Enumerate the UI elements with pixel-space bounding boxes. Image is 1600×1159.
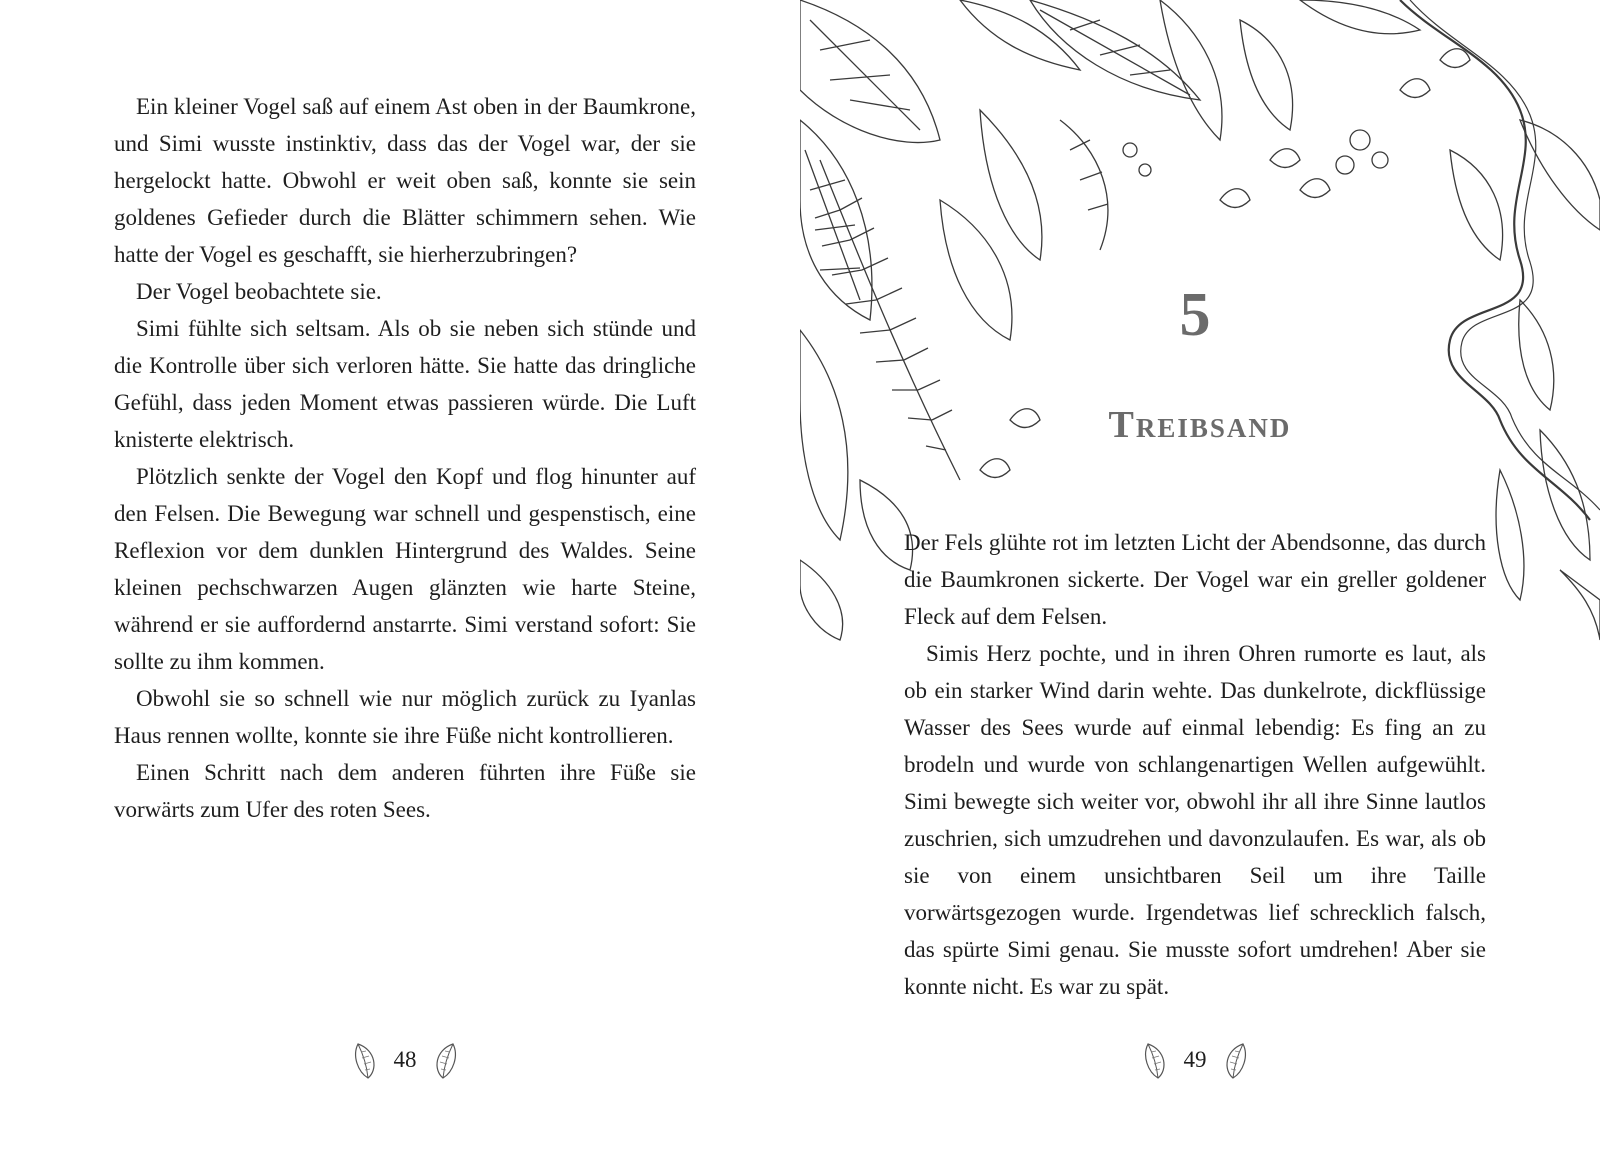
- left-page-text: [114, 88, 696, 828]
- paragraph: Simi fühlte sich seltsam. Als ob sie neben sich stünde und die Kontrolle über sich verloren hätte. Sie hatte das dringliche Gefühl, dass jeden Moment etwas passieren würde. Die Luft knisterte elektrisch.: [114, 316, 696, 452]
- paragraph: Einen Schritt nach dem anderen führten ihre Füße sie vorwärts zum Ufer des roten Sees.: [114, 760, 696, 822]
- page-number-right: [1130, 1040, 1260, 1080]
- leaf-icon: [1142, 1040, 1170, 1080]
- chapter-number: 5: [1179, 281, 1211, 349]
- leaf-icon: [352, 1040, 380, 1080]
- paragraph: Plötzlich senkte der Vogel den Kopf und flog hinunter auf den Felsen. Die Bewegung war schnell und gespenstisch, eine Reflexion vor dem dunklen Hintergrund des Waldes. Seine kleinen pechschwarzen Augen glänzten wie harte Steine, während er sie auffordernd anstarrte. Simi verstand sofort: Sie sollte zu ihm kommen.: [114, 464, 696, 674]
- paragraph: Obwohl sie so schnell wie nur möglich zurück zu Iyanlas Haus rennen wollte, konnte sie ihre Füße nicht kontrollieren.: [114, 686, 696, 748]
- paragraph: Ein kleiner Vogel saß auf einem Ast oben in der Baumkrone, und Simi wusste instinktiv, dass das der Vogel war, der sie hergelockt hatte. Obwohl er weit oben saß, konnte sie sein goldenes Gefieder durch die Blätter schimmern sehen. Wie hatte der Vogel es geschafft, sie hierherzubringen?: [114, 94, 696, 267]
- page-number-left: [340, 1040, 470, 1080]
- paragraph: Der Vogel beobachtete sie.: [136, 279, 382, 304]
- right-page-text: [904, 524, 1486, 1005]
- paragraph: Der Fels glühte rot im letzten Licht der Abendsonne, das durch die Baumkronen sickerte. Der Vogel war ein greller goldener Fleck auf dem Felsen.: [904, 530, 1486, 629]
- chapter-title: Treibsand: [1108, 404, 1292, 446]
- paragraph: Simis Herz pochte, und in ihren Ohren rumorte es laut, als ob ein starker Wind darin wehte. Das dunkelrote, dickflüssige Wasser des Sees wurde auf einmal lebendig: Es fing an zu brodeln und wurde von schlangenartigen Wellen aufgewühlt. Simi bewegte sich weiter vor, obwohl ihr all ihre Sinne lautlos zuschrien, sich umzudrehen und davonzulaufen. Es war, als ob sie von einem unsichtbaren Seil um ihre Taille vorwärtsgezogen wurde. Irgendetwas lief schrecklich falsch, das spürte Simi genau. Sie musste sofort umdrehen! Aber sie konnte nicht. Es war zu spät.: [904, 641, 1486, 999]
- leaf-icon: [431, 1040, 459, 1080]
- leaf-icon: [1221, 1040, 1249, 1080]
- page-number: 49: [1183, 1047, 1207, 1072]
- page-number: 48: [393, 1047, 417, 1072]
